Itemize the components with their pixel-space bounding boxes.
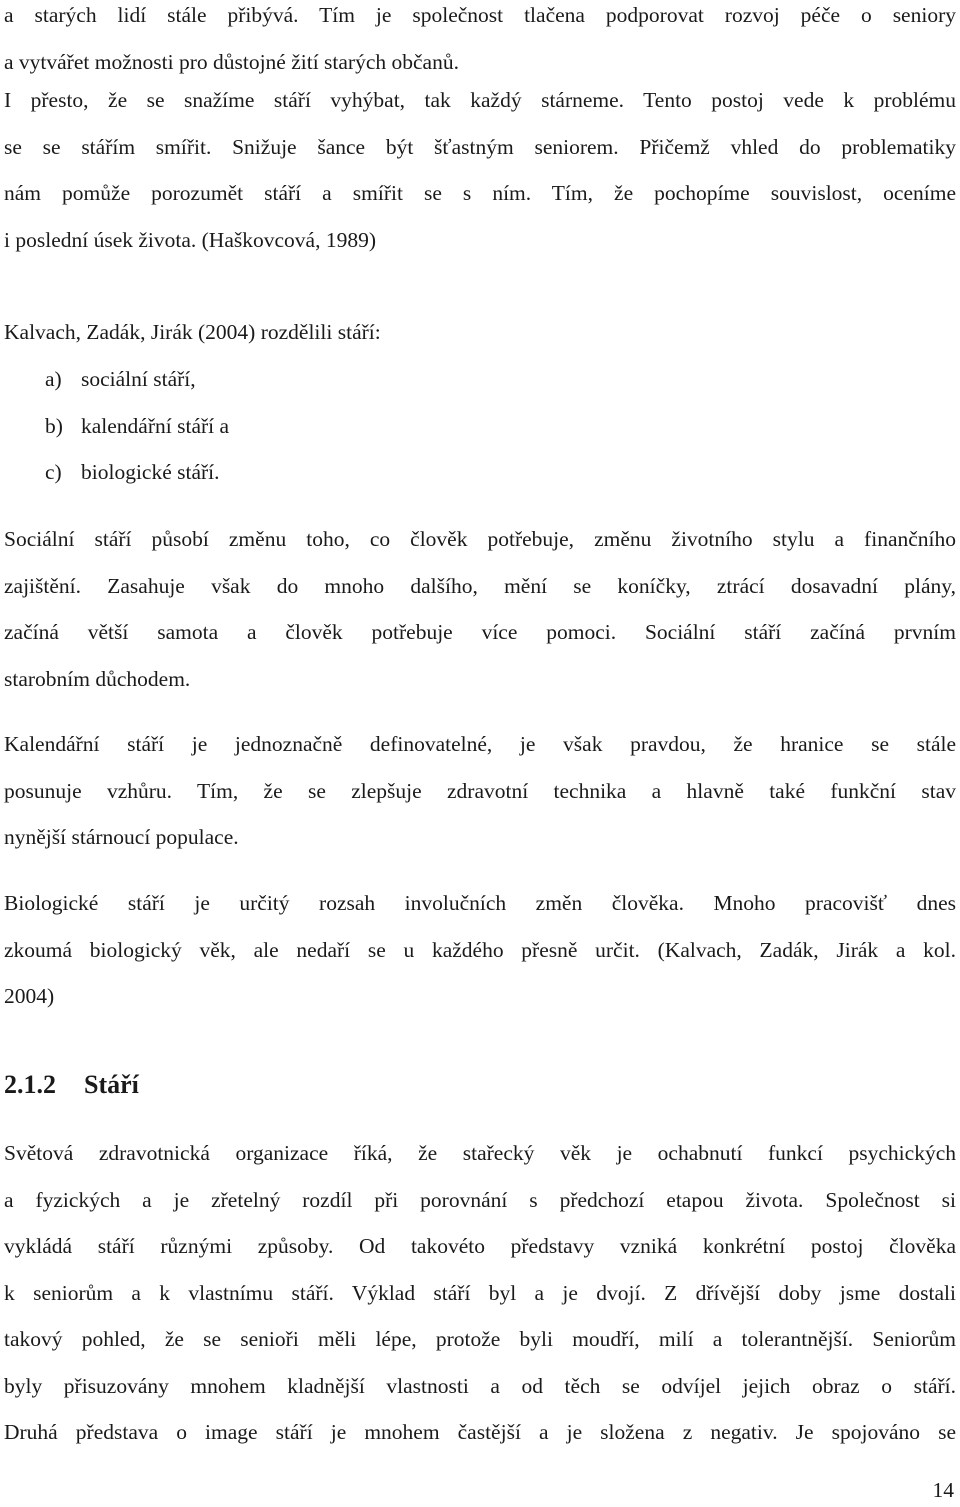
section-title: Stáří xyxy=(84,1070,139,1099)
text-line: začíná větší samota a člověk potřebuje více pomoci. Sociální stáří začíná prvním xyxy=(4,620,956,644)
paragraph-calendar-aging xyxy=(4,721,956,861)
text-line: I přesto, že se snažíme stáří vyhýbat, tak každý stárneme. Tento postoj vede k problému xyxy=(4,88,956,112)
text-line: a fyzických a je zřetelný rozdíl při porovnání s předchozí etapou života. Společnost si xyxy=(4,1187,956,1212)
text-line: a starých lidí stále přibývá. Tím je společnost tlačena podporovat rozvoj péče o seniory xyxy=(4,3,956,27)
text-line: k seniorům a k vlastnímu stáří. Výklad stáří byl a je dvojí. Z dřívější doby jsme dostali xyxy=(4,1280,956,1305)
text-line: byly přisuzovány mnohem kladnější vlastnosti a od těch se odvíjel jejich obraz o stáří. xyxy=(4,1373,956,1398)
text-line: starobním důchodem. xyxy=(4,666,191,691)
paragraph-social-aging xyxy=(4,516,956,702)
list-item-text: kalendářní stáří a xyxy=(81,413,230,438)
paragraph-intro-continuation xyxy=(4,0,956,85)
text-line: i poslední úsek života. (Haškovcová, 1989) xyxy=(4,227,376,252)
text-line: a vytvářet možnosti pro důstojné žití starých občanů. xyxy=(4,49,459,74)
list-marker: b) xyxy=(45,413,63,438)
text-line: Kalendářní stáří je jednoznačně definovatelné, je však pravdou, že hranice se stále xyxy=(4,732,956,756)
list-item xyxy=(4,356,956,403)
text-line: zkoumá biologický věk, ale nedaří se u každého přesně určit. (Kalvach, Zadák, Jirák a kol. xyxy=(4,937,956,962)
text-line: takový pohled, že se senioři měli lépe, protože byli moudří, milí a tolerantnější. Seniorům xyxy=(4,1327,956,1351)
text-line: Světová zdravotnická organizace říká, že stařecký věk je ochabnutí funkcí psychických xyxy=(4,1141,956,1165)
page-number: 14 xyxy=(932,1478,954,1502)
text-line: Druhá představa o image stáří je mnohem častější a je složena z negativ. Je spojováno se xyxy=(4,1420,956,1444)
paragraph-classification-intro xyxy=(4,309,956,356)
paragraph-aging-acceptance xyxy=(4,77,956,263)
list-item xyxy=(4,449,956,496)
aging-types-list xyxy=(4,356,956,496)
text-line: posunuje vzhůru. Tím, že se zlepšuje zdravotní technika a hlavně také funkční stav xyxy=(4,778,956,803)
text-line: nynější stárnoucí populace. xyxy=(4,825,239,849)
text-line: 2004) xyxy=(4,984,55,1008)
list-item-text: sociální stáří, xyxy=(81,367,196,391)
section-number: 2.1.2 xyxy=(4,1070,56,1099)
text-line: vykládá stáří různými způsoby. Od takovéto představy vzniká konkrétní postoj člověka xyxy=(4,1234,956,1258)
text-line: nám pomůže porozumět stáří a smířit se s ním. Tím, že pochopíme souvislost, oceníme xyxy=(4,181,956,205)
section-heading xyxy=(4,1062,956,1109)
list-item xyxy=(4,403,956,450)
list-marker: a) xyxy=(45,367,62,391)
text-line: Biologické stáří je určitý rozsah involučních změn člověka. Mnoho pracovišť dnes xyxy=(4,891,956,915)
list-item-text: biologické stáří. xyxy=(81,460,220,484)
paragraph-who-definition xyxy=(4,1130,956,1456)
text-line: Sociální stáří působí změnu toho, co člověk potřebuje, změnu životního stylu a finančního xyxy=(4,527,956,551)
text-line: Kalvach, Zadák, Jirák (2004) rozdělili stáří: xyxy=(4,320,381,344)
paragraph-biological-aging xyxy=(4,880,956,1020)
text-line: zajištění. Zasahuje však do mnoho dalšího, mění se koníčky, ztrácí dosavadní plány, xyxy=(4,573,956,598)
text-line: se se stářím smířit. Snižuje šance být šťastným seniorem. Přičemž vhled do problematiky xyxy=(4,134,956,159)
list-marker: c) xyxy=(45,460,62,484)
